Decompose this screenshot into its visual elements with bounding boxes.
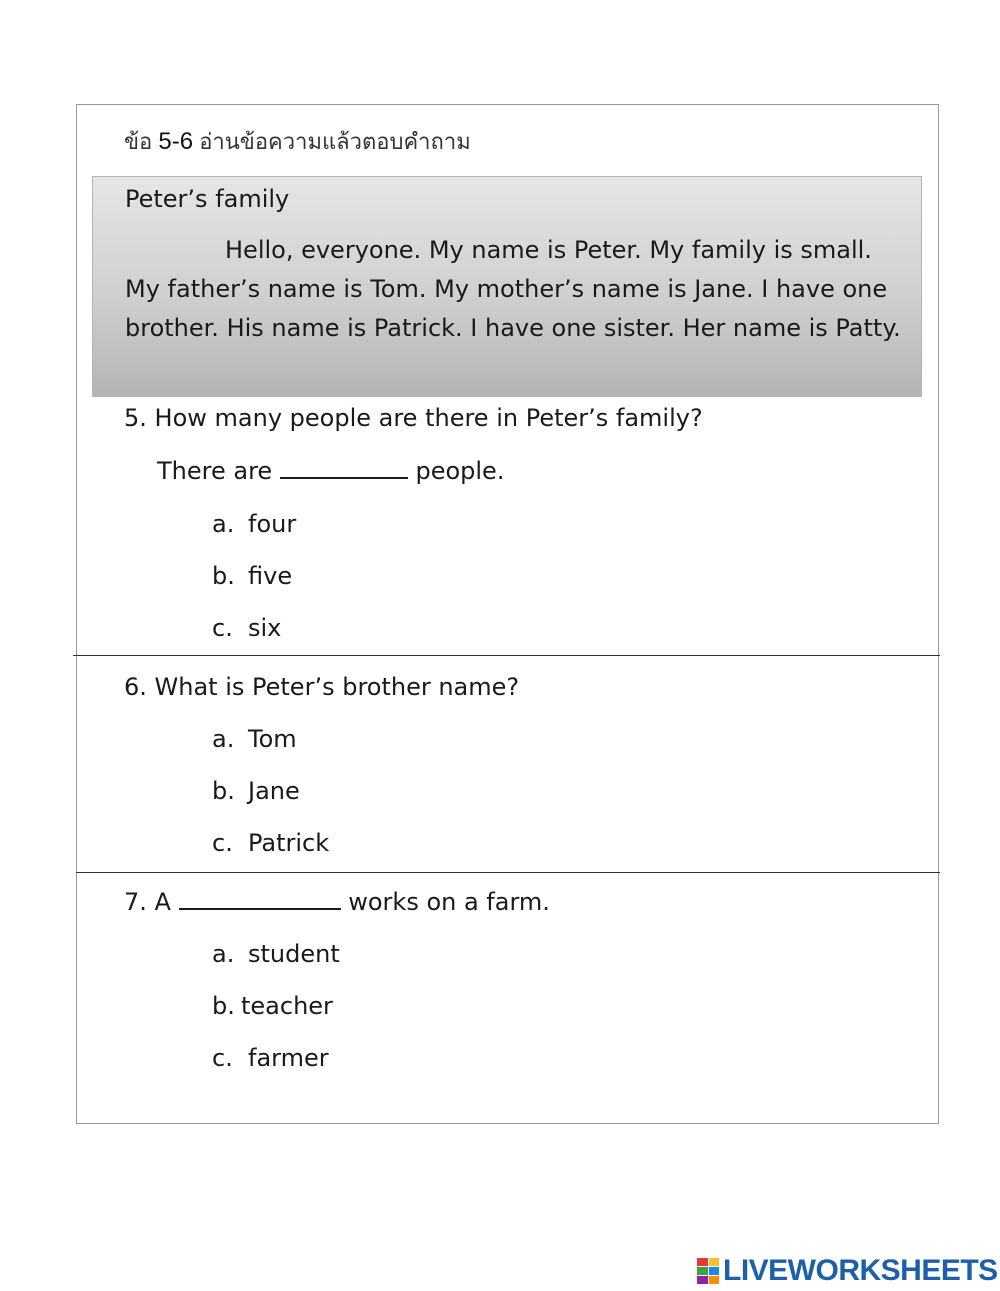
instruction-text: อ่านข้อความแล้วตอบคำถาม [199, 129, 471, 154]
q7-option-a[interactable]: a. student [212, 940, 340, 968]
question-5-sentence [157, 457, 504, 485]
passage-text: Hello, everyone. My name is Peter. My family is small. My father’s name is Tom. My mother’s name is Jane. I have one brother. His name is Patrick. I have one sister. Her name is Patty. [125, 236, 901, 342]
q7-option-c[interactable]: c. farmer [212, 1044, 329, 1072]
passage-body [125, 231, 905, 348]
sentence-before: There are [157, 457, 273, 485]
question-7-before: 7. A [124, 888, 171, 916]
logo-text: LIVEWORKSHEETS [723, 1254, 998, 1287]
divider [76, 872, 940, 873]
divider [73, 655, 940, 656]
q5-option-b[interactable]: b. five [212, 562, 293, 590]
answer-blank[interactable] [179, 888, 341, 910]
q7-option-b[interactable]: b. teacher [212, 992, 333, 1020]
passage-title: Peter’s family [125, 185, 290, 213]
reading-passage [92, 176, 922, 397]
q5-option-a[interactable]: a. four [212, 510, 297, 538]
logo-blocks-icon [697, 1258, 719, 1284]
liveworksheets-logo [697, 1255, 998, 1287]
question-7-after: works on a farm. [348, 888, 550, 916]
question-6: 6. What is Peter’s brother name? [124, 673, 520, 701]
q6-option-a[interactable]: a. Tom [212, 725, 297, 753]
sentence-after: people. [415, 457, 505, 485]
q6-option-b[interactable]: b. Jane [212, 777, 300, 805]
instruction-prefix: ข้อ [124, 129, 153, 154]
answer-blank[interactable] [280, 457, 408, 479]
question-5: 5. How many people are there in Peter’s family? [124, 404, 703, 432]
instruction [124, 124, 471, 159]
instruction-range: 5-6 [158, 128, 194, 155]
q5-option-c[interactable]: c. six [212, 614, 282, 642]
question-7 [124, 888, 550, 916]
q6-option-c[interactable]: c. Patrick [212, 829, 330, 857]
